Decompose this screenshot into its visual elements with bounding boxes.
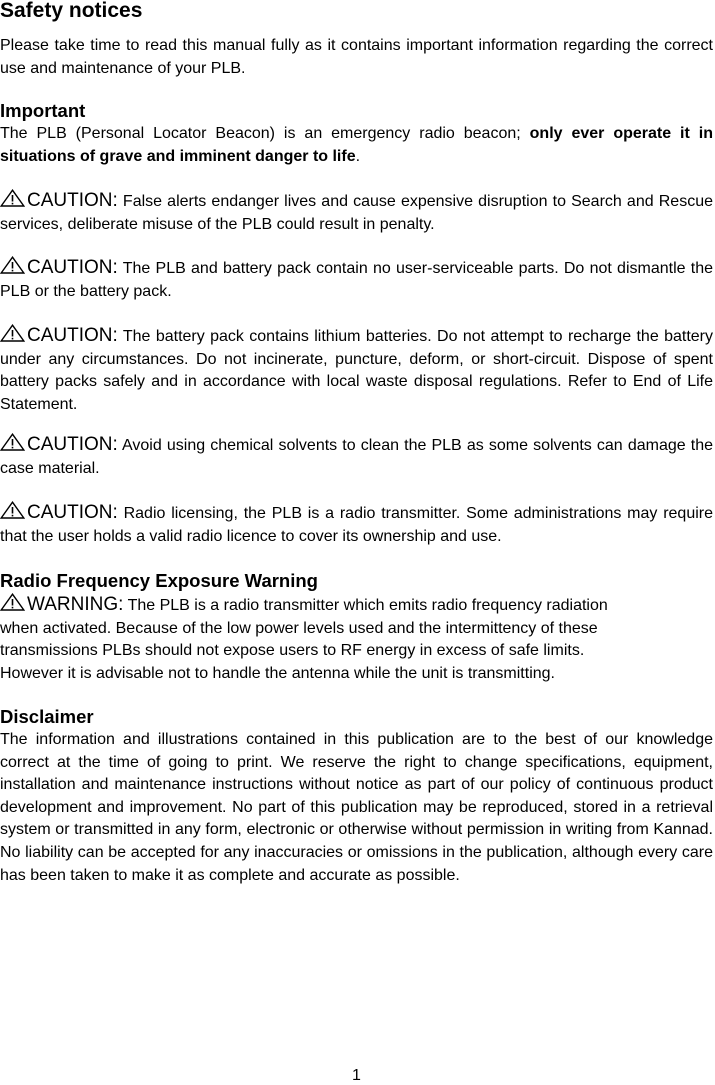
caution-text: The PLB and battery pack contain no user-serviceable parts. Do not dismantle the PLB or the battery pack. (0, 260, 714, 300)
warning-triangle-icon (0, 256, 25, 274)
rf-line: when activated. Because of the low power levels used and the intermittency of these (0, 619, 598, 637)
warning-triangle-icon (0, 593, 25, 611)
important-section (0, 98, 713, 168)
rf-line: transmissions PLBs should not expose users to RF energy in excess of safe limits. (0, 642, 585, 660)
caution-4 (0, 433, 713, 480)
warning-triangle-icon (0, 501, 25, 519)
warning-triangle-icon (0, 324, 25, 342)
caution-label: CAUTION: (27, 257, 118, 278)
disclaimer-text: The information and illustrations contained in this publication are to the best of our knowledge correct at the time of going to print. We reserve the right to change specifications, equipment, installation and maintenance instructions without notice as part of our policy of continuous product development and improvement. No part of this publication may be reproduced, stored in a retrieval system or transmitted in any form, electronic or otherwise without permission in writing from Kannad. No liability can be accepted for any inaccuracies or omissions in the publication, although every care has been taken to make it as complete and accurate as possible. (0, 731, 713, 884)
rf-heading: Radio Frequency Exposure Warning (0, 570, 318, 591)
caution-label: CAUTION: (27, 502, 118, 523)
rf-line: However it is advisable not to handle the antenna while the unit is transmitting. (0, 664, 555, 682)
important-emphasis: only ever operate it in situations of grave and imminent danger to life (0, 125, 713, 165)
caution-text: False alerts endanger lives and cause expensive disruption to Search and Rescue services, deliberate misuse of the PLB could result in penalty. (0, 193, 713, 233)
caution-1 (0, 189, 713, 236)
important-end: . (355, 147, 361, 165)
caution-label: CAUTION: (27, 434, 118, 455)
caution-label: CAUTION: (27, 325, 118, 346)
warning-triangle-icon (0, 189, 25, 207)
caution-text: The battery pack contains lithium batteries. Do not attempt to recharge the battery under any circumstances. Do not incinerate, puncture, deform, or short-circuit. Dispose of spent battery packs safely and in accordance with local waste disposal regulations. Refer to End of Life Statement. (0, 328, 714, 413)
disclaimer-section (0, 704, 713, 887)
important-text: The PLB (Personal Locator Beacon) is an emergency radio beacon; (0, 125, 521, 142)
caution-3 (0, 324, 713, 416)
rf-section (0, 568, 713, 685)
page-title: Safety notices (0, 0, 143, 22)
intro-paragraph: Please take time to read this manual fully as it contains important information regarding the correct use and maintenance of your PLB. (0, 37, 713, 77)
warning-label: WARNING: (27, 594, 124, 615)
page-number: 1 (352, 1067, 361, 1084)
caution-label: CAUTION: (27, 190, 118, 211)
caution-text: Radio licensing, the PLB is a radio transmitter. Some administrations may require that the user holds a valid radio licence to cover its ownership and use. (0, 505, 714, 545)
caution-text: Avoid using chemical solvents to clean the PLB as some solvents can damage the case material. (0, 437, 713, 477)
caution-5 (0, 501, 713, 548)
warning-triangle-icon (0, 433, 25, 451)
rf-line: The PLB is a radio transmitter which emits radio frequency radiation (127, 597, 608, 614)
disclaimer-heading: Disclaimer (0, 706, 94, 727)
caution-2 (0, 256, 713, 303)
important-heading: Important (0, 100, 86, 121)
